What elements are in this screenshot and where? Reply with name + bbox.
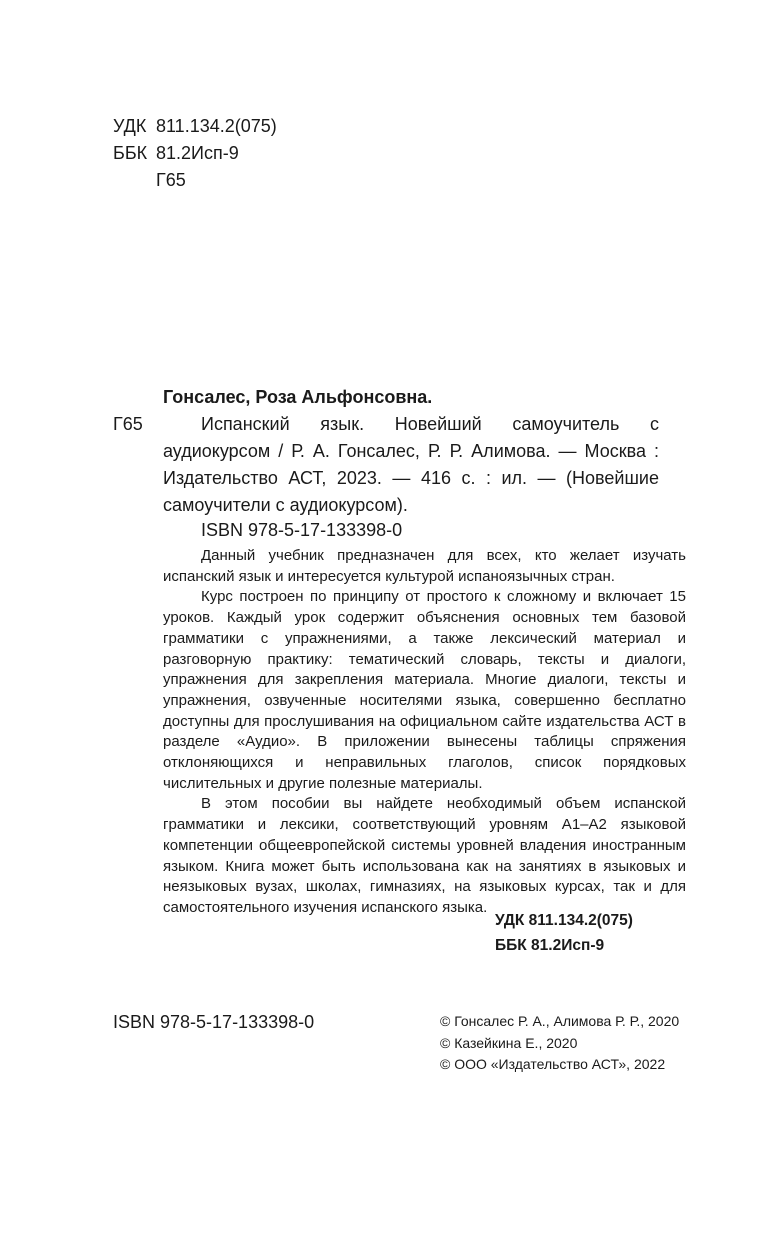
copyright-line: © Гонсалес Р. А., Алимова Р. Р., 2020 [440,1013,680,1029]
bbk-row [113,140,277,167]
annotation-paragraph: Курс построен по принципу от простого к сложному и включает 15 уроков. Каждый урок содержит объяснения основных тем базовой грамматики с упражнениями, а также лексический материал и разговорную практику: тематический словарь, тексты и диалоги, упражнения для закрепления материала. Многие диалоги, тексты и упражнения, озвученные носителями языка, совершенно бесплатно доступны для прослушивания на официальном сайте издательства АСТ в разделе «Аудио». В приложении вынесены таблицы спряжения отклоняющихся и неправильных глаголов, список порядковых числительных и другие полезные материалы. [163,588,686,792]
copyright-line: © Казейкина Е., 2020 [440,1034,578,1051]
author-mark-top: Г65 [156,170,186,190]
index-udk: УДК 811.134.2(075) [495,912,633,929]
bibliographic-description: Испанский язык. Новейший самоучитель с аудиокурсом / Р. А. Гонсалес, Р. Р. Алимова. — Москва : Издательство АСТ, 2023. — 416 с. : ил. — (Новейшие самоучители с аудиокурсом). [163,414,659,515]
bbk-label: ББК [113,143,148,163]
annotation-paragraph: Данный учебник предназначен для всех, кто желает изучать испанский язык и интересуется культурой испаноязычных стран. [163,547,686,585]
record-author-mark: Г65 [113,414,143,434]
udk-value: 811.134.2(075) [156,116,277,136]
copyright-notices [440,1011,679,1076]
bbk-value: 81.2Исп-9 [156,143,239,163]
annotation-paragraph: В этом пособии вы найдете необходимый объем испанской грамматики и лексики, соответствующий уровням А1–А2 языковой компетенции общеевропейской системы уровней владения иностранным языком. Книга может быть использована как на занятиях в языковых и неязыковых вузах, школах, гимназиях, на языковых курсах, так и для самостоятельного изучения испанского языка. [163,795,686,916]
index-codes [495,908,686,958]
copyright-line: © ООО «Издательство АСТ», 2022 [440,1056,666,1072]
udk-row [113,113,277,140]
index-bbk: ББК 81.2Исп-9 [495,937,605,954]
classification-codes [113,113,277,194]
record-isbn: ISBN 978-5-17-133398-0 [201,520,403,540]
footer-isbn: ISBN 978-5-17-133398-0 [113,1012,315,1032]
annotation [163,546,686,919]
record-author: Гонсалес, Роза Альфонсовна. [163,387,433,407]
udk-label: УДК [113,116,147,136]
